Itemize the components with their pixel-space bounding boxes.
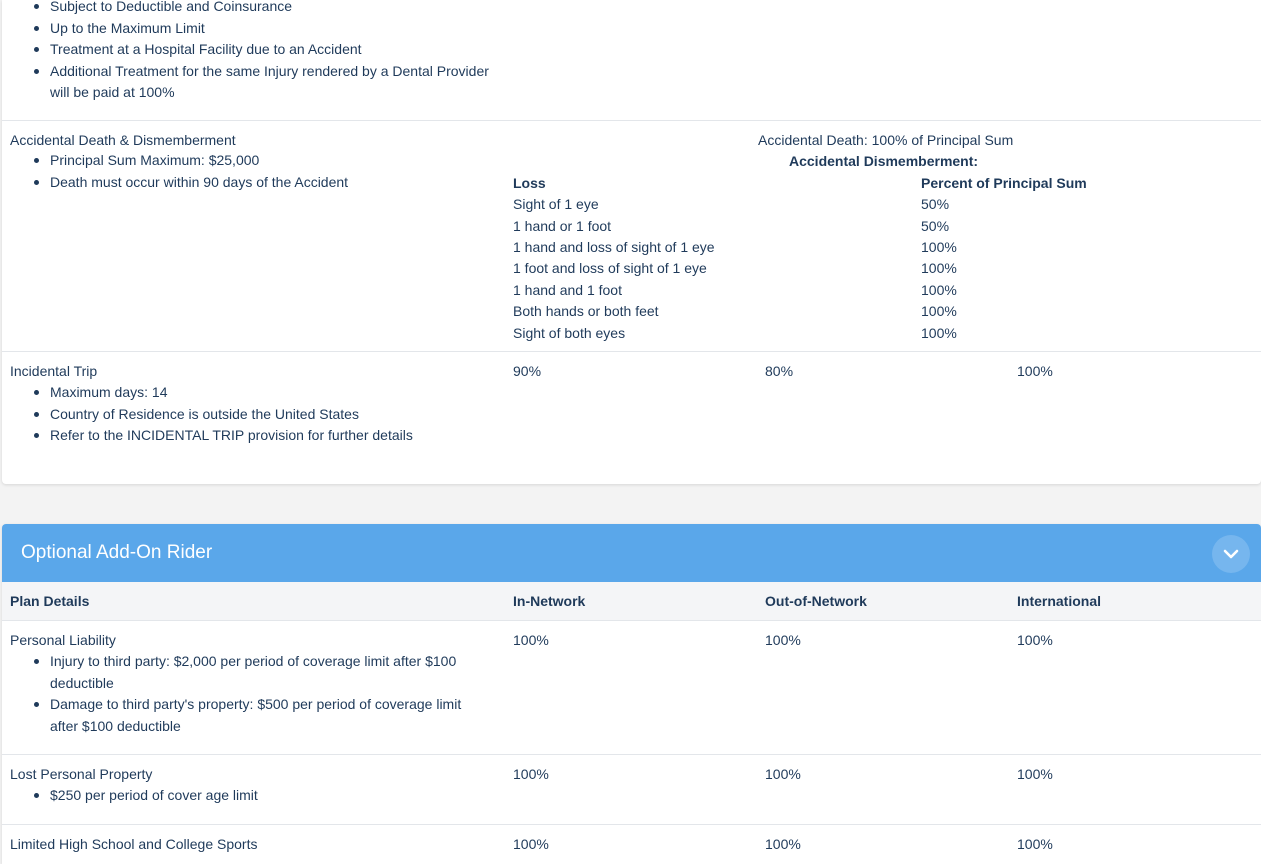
row-label: Incidental Trip xyxy=(10,363,98,379)
in-network-value: 100% xyxy=(513,836,549,852)
loss-item: 1 hand and 1 foot xyxy=(513,282,622,298)
table-row xyxy=(2,621,1261,755)
row-label: Lost Personal Property xyxy=(10,766,153,782)
in-network-value: 100% xyxy=(513,632,549,648)
rider-title: Optional Add-On Rider xyxy=(21,542,213,563)
out-network-value: 100% xyxy=(765,766,801,782)
list-item: Death must occur within 90 days of the Accident xyxy=(10,172,490,194)
bullet-list xyxy=(10,150,490,193)
list-item: Country of Residence is outside the United States xyxy=(10,404,490,426)
list-item: Refer to the INCIDENTAL TRIP provision for further details xyxy=(10,425,490,447)
loss-item: Sight of 1 eye xyxy=(513,196,599,212)
loss-percent: 50% xyxy=(921,196,950,212)
optional-rider-card xyxy=(2,524,1261,864)
bullet-list xyxy=(10,382,490,447)
row-label: Personal Liability xyxy=(10,632,116,648)
loss-percent: 100% xyxy=(921,282,957,298)
row-label: Limited High School and College Sports xyxy=(10,836,258,852)
col-plan-details: Plan Details xyxy=(10,593,90,609)
list-item: Principal Sum Maximum: $25,000 xyxy=(10,150,490,172)
list-item: Maximum days: 14 xyxy=(10,382,490,404)
in-network-value: 90% xyxy=(513,363,542,379)
bullet-list xyxy=(10,0,500,104)
loss-percent: 100% xyxy=(921,303,957,319)
international-value: 100% xyxy=(1017,836,1053,852)
chevron-down-icon xyxy=(1223,547,1239,561)
rider-header[interactable] xyxy=(2,524,1261,582)
out-network-value: 80% xyxy=(765,363,794,379)
accidental-death-text: Accidental Death: 100% of Principal Sum xyxy=(758,132,1014,148)
list-item: Subject to Deductible and Coinsurance xyxy=(10,0,500,18)
percent-header: Percent of Principal Sum xyxy=(921,175,1087,191)
list-item: Up to the Maximum Limit xyxy=(10,18,500,40)
list-item: Damage to third party's property: $500 per period of coverage limit after $100 deductible xyxy=(10,694,480,737)
col-international: International xyxy=(1017,593,1102,609)
list-item: Treatment at a Hospital Facility due to an Accident xyxy=(10,39,500,61)
loss-item: Both hands or both feet xyxy=(513,303,659,319)
loss-percent: 100% xyxy=(921,239,957,255)
bullet-list xyxy=(10,651,480,737)
table-row xyxy=(2,352,1261,484)
international-value: 100% xyxy=(1017,766,1053,782)
table-row xyxy=(2,0,1261,121)
table-row xyxy=(2,825,1261,864)
loss-percent: 100% xyxy=(921,325,957,341)
col-out-of-network: Out-of-Network xyxy=(765,593,867,609)
table-row xyxy=(2,121,1261,352)
out-network-value: 100% xyxy=(765,836,801,852)
bullet-list xyxy=(10,785,480,807)
table-row xyxy=(2,755,1261,825)
row-label: Accidental Death & Dismemberment xyxy=(10,132,236,148)
benefits-card xyxy=(2,0,1261,484)
loss-percent: 50% xyxy=(921,218,950,234)
in-network-value: 100% xyxy=(513,766,549,782)
list-item: $250 per period of cover age limit xyxy=(10,785,480,807)
loss-item: 1 hand or 1 foot xyxy=(513,218,612,234)
dismemberment-title: Accidental Dismemberment: xyxy=(789,153,979,169)
collapse-toggle-button[interactable] xyxy=(1212,535,1250,573)
loss-item: 1 hand and loss of sight of 1 eye xyxy=(513,239,715,255)
international-value: 100% xyxy=(1017,632,1053,648)
col-in-network: In-Network xyxy=(513,593,586,609)
international-value: 100% xyxy=(1017,363,1053,379)
loss-item: 1 foot and loss of sight of 1 eye xyxy=(513,260,707,276)
list-item: Additional Treatment for the same Injury rendered by a Dental Provider will be paid at 100% xyxy=(10,61,500,104)
loss-item: Sight of both eyes xyxy=(513,325,626,341)
loss-percent: 100% xyxy=(921,260,957,276)
list-item: Injury to third party: $2,000 per period of coverage limit after $100 deductible xyxy=(10,651,480,694)
loss-header: Loss xyxy=(513,175,546,191)
out-network-value: 100% xyxy=(765,632,801,648)
column-header-row xyxy=(2,582,1261,621)
